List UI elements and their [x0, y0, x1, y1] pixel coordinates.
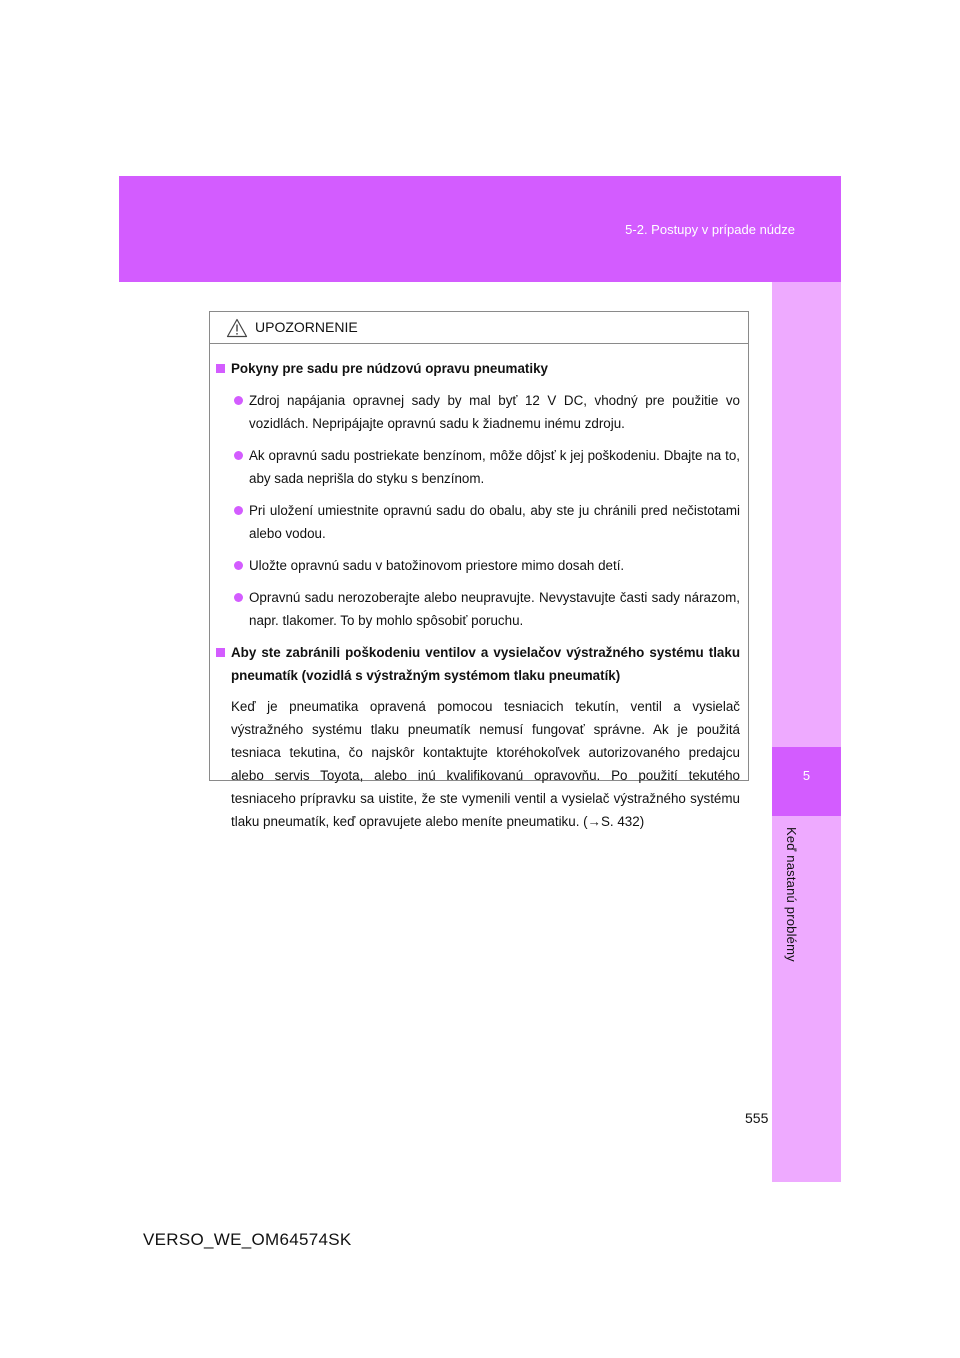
square-bullet-icon: [216, 648, 225, 657]
warning-triangle-icon: [226, 318, 248, 338]
chapter-tab: [772, 747, 841, 816]
warning-box: [209, 311, 749, 829]
circle-bullet-icon: [234, 506, 243, 515]
circle-bullet-icon: [234, 451, 243, 460]
list-item: [234, 554, 740, 577]
circle-bullet-icon: [234, 561, 243, 570]
circle-bullet-icon: [234, 396, 243, 405]
warning-title: UPOZORNENIE: [255, 319, 358, 335]
section-heading: [216, 641, 740, 687]
section-title: 5-2. Postupy v prípade núdze: [625, 222, 795, 237]
list-item-text: Zdroj napájania opravnej sady by mal byť 12 V DC, vhodný pre použitie vo vozidlách. Nepripájajte opravnú sadu k žiadnemu inému zdroju.: [249, 393, 740, 431]
list-item: [234, 586, 740, 632]
chapter-title: Keď nastanú problémy: [784, 827, 799, 962]
chapter-number: 5: [802, 768, 811, 783]
page-number: 555: [745, 1110, 769, 1126]
list-item-text: Pri uložení umiestnite opravnú sadu do obalu, aby ste ju chránili pred nečistotami alebo vodou.: [249, 503, 740, 541]
warning-header: [210, 312, 748, 344]
list-item: [234, 389, 740, 435]
circle-bullet-icon: [234, 593, 243, 602]
section-heading: [216, 357, 740, 380]
list-item-text: Ak opravnú sadu postriekate benzínom, môže dôjsť k jej poškodeniu. Dbajte na to, aby sada neprišla do styku s benzínom.: [249, 448, 740, 486]
section-heading-text: Aby ste zabránili poškodeniu ventilov a vysielačov výstražného systému tlaku pneumatík (vozidlá s výstražným systémom tlaku pneumatík): [231, 645, 740, 683]
header-band: [119, 176, 841, 282]
warning-body: [210, 344, 748, 833]
document-code: VERSO_WE_OM64574SK: [143, 1230, 352, 1249]
list-item: [234, 499, 740, 545]
list-item: [234, 444, 740, 490]
list-item-text: Opravnú sadu nerozoberajte alebo neupravujte. Nevystavujte časti sady nárazom, napr. tlakomer. To by mohlo spôsobiť poruchu.: [249, 590, 740, 628]
square-bullet-icon: [216, 364, 225, 373]
list-item-text: Uložte opravnú sadu v batožinovom priestore mimo dosah detí.: [249, 558, 625, 573]
chapter-side-strip: [772, 282, 841, 1182]
section-paragraph: Keď je pneumatika opravená pomocou tesniacich tekutín, ventil a vysielač výstražného systému tlaku pneumatík nemusí fungovať správne. Ak je použitá tesniaca tekutina, čo najskôr kontaktujte ktoréhokoľvek autorizovaného predajcu alebo servis Toyota, alebo inú kvalifikovanú opravovňu. Po použití tekutého tesniaceho prípravku sa uistite, že ste vymenili ventil a vysielač výstražného systému tlaku pneumatík, keď opravujete alebo meníte pneumatiku. (→S. 432): [231, 699, 740, 829]
section-heading-text: Pokyny pre sadu pre núdzovú opravu pneumatiky: [231, 361, 548, 376]
